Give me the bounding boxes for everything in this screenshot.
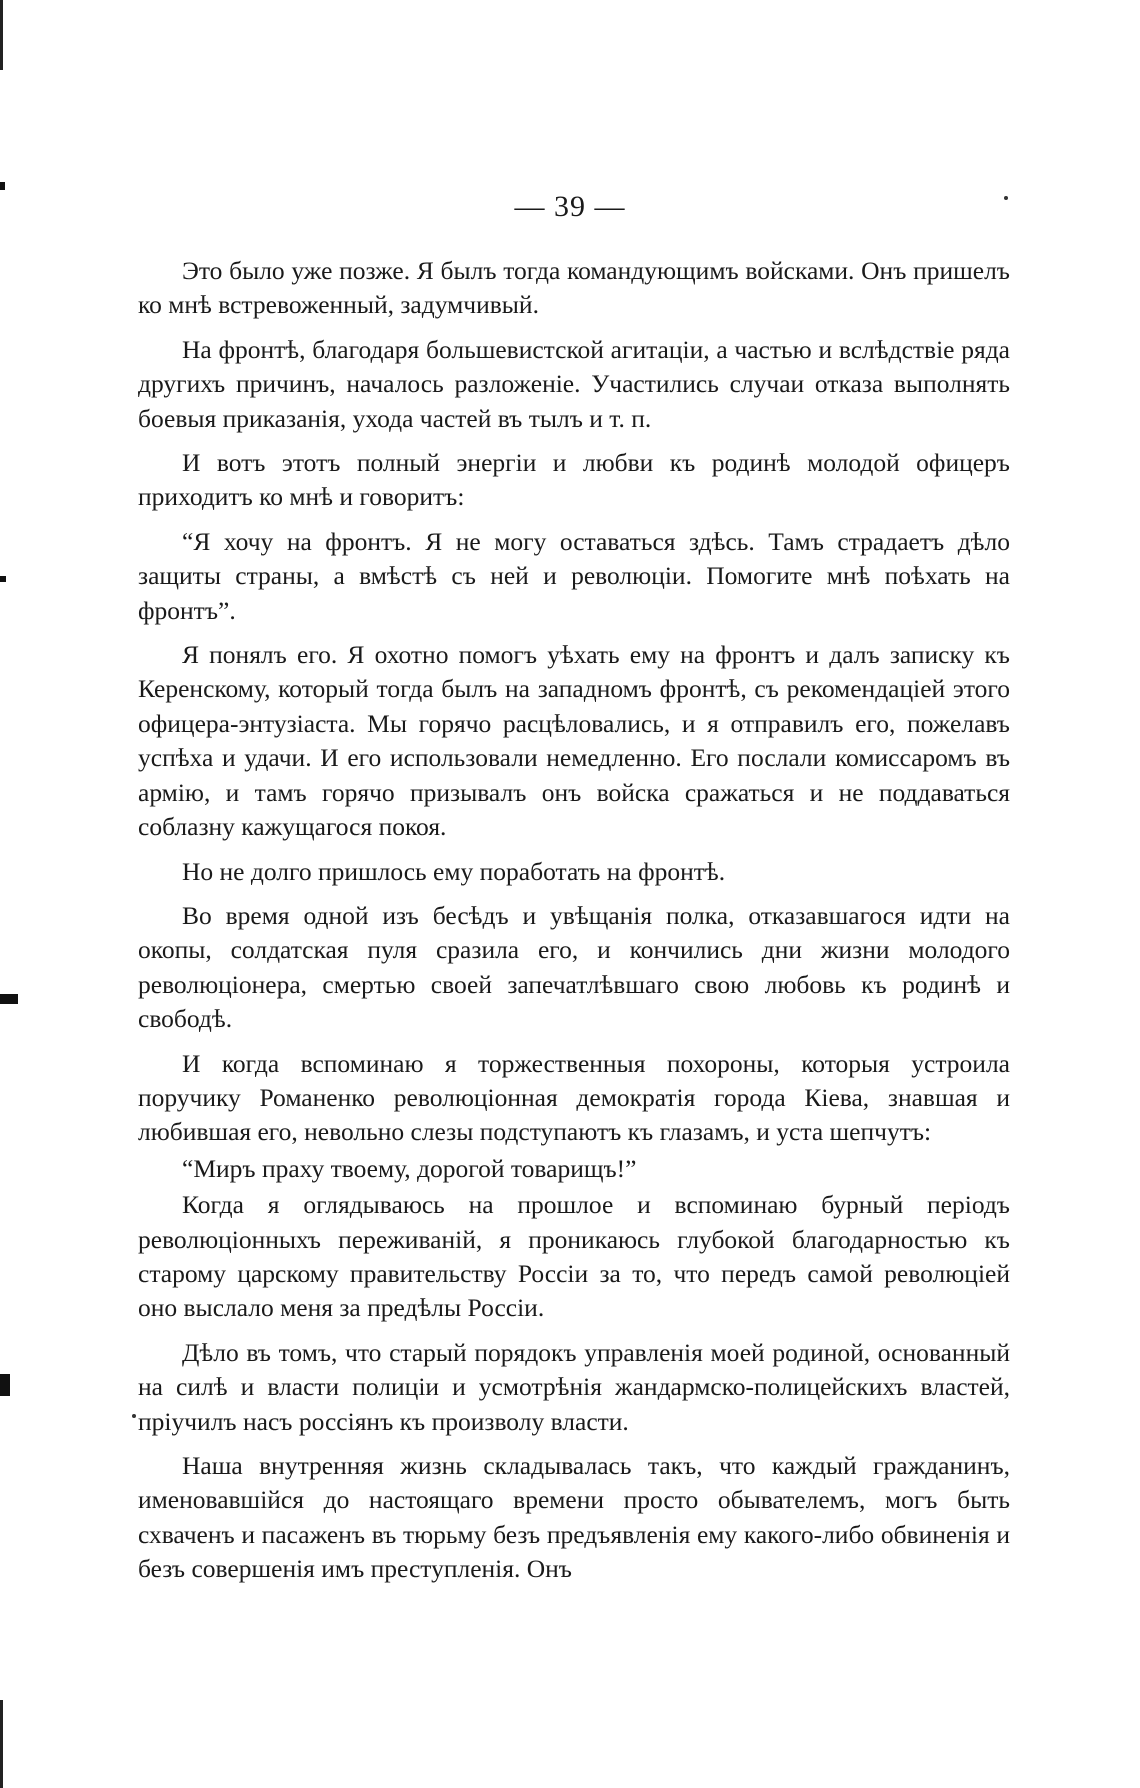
paragraph: Я понялъ его. Я охотно помогъ уѣхать ему на фронтъ и далъ записку къ Керенскому, который тогда былъ на западномъ фронтѣ, съ рекомендаціей этого офицера-энтузіаста. Мы горячо расцѣловались, и я отправилъ его, пожелавъ успѣха и удачи. И его использовали немедленно. Его послали комиссаромъ въ армію, и тамъ горячо призывалъ онъ войска сражаться и не поддаваться соблазну кажущагося покоя. — [138, 640, 1010, 842]
paragraph: Это было уже позже. Я былъ тогда командующимъ войсками. Онъ пришелъ ко мнѣ встревоженный, задумчивый. — [138, 256, 1010, 320]
scan-edge-mark — [0, 1374, 10, 1396]
paragraph: Но не долго пришлось ему поработать на фронтѣ. — [182, 856, 726, 886]
scan-edge-line — [0, 0, 3, 70]
quote-paragraph: “Миръ праху твоему, дорогой товарищъ!” — [182, 1153, 637, 1183]
paragraph: И вотъ этотъ полный энергіи и любви къ родинѣ молодой офицеръ приходитъ ко мнѣ и говоритъ: — [138, 448, 1010, 512]
paragraph: Дѣло въ томъ, что старый порядокъ управленія моей родиной, основанный на силѣ и власти полиціи и усмотрѣнія жандармско-полицейскихъ властей, пріучилъ насъ россіянъ къ произволу власти. — [138, 1337, 1010, 1436]
scan-edge-mark — [0, 576, 6, 582]
paragraph: На фронтѣ, благодаря большевистской агитаціи, а частью и вслѣдствіе ряда другихъ причинъ, началось разложеніе. Участились случаи отказа выполнять боевыя приказанія, ухода частей въ тылъ и т. п. — [138, 334, 1010, 433]
paragraph: Во время одной изъ бесѣдъ и увѣщанія полка, отказавшагося идти на окопы, солдатская пуля сразила его, и кончились дни жизни молодого революціонера, смертью своей запечатлѣвшаго свою любовь къ родинѣ и свободѣ. — [138, 900, 1010, 1034]
paragraph: Наша внутренняя жизнь складывалась такъ, что каждый гражданинъ, именовавшійся до настоящаго времени просто обывателемъ, могъ быть схваченъ и пасаженъ въ тюрьму безъ предъявленія ему какого-либо обвиненія и безъ совершенія имъ преступленія. Онъ — [138, 1451, 1010, 1584]
paragraph: И когда вспоминаю я торжественныя похороны, которыя устроила поручику Романенко революціонная демократія города Кіева, знавшая и любившая его, невольно слезы подступаютъ къ глазамъ, и уста шепчутъ: — [138, 1048, 1010, 1147]
quote-paragraph: “Я хочу на фронтъ. Я не могу оставаться здѣсь. Тамъ страдаетъ дѣло защиты страны, а вмѣстѣ съ ней и революціи. Помогите мнѣ поѣхать на фронтъ”. — [138, 526, 1010, 625]
body-text — [138, 254, 1010, 1597]
scan-edge-mark — [0, 994, 18, 1004]
scan-edge-line — [0, 1700, 3, 1788]
scan-speck — [132, 1414, 136, 1418]
scan-edge-mark — [0, 182, 5, 190]
paragraph: Когда я оглядываюсь на прошлое и вспоминаю бурный періодъ революціонныхъ переживаній, я проникаюсь глубокой благодарностью къ старому царскому правительству Россіи за то, что передъ самой революціей оно выслало меня за предѣлы Россіи. — [138, 1190, 1010, 1323]
page-number: — 39 — — [514, 190, 626, 223]
